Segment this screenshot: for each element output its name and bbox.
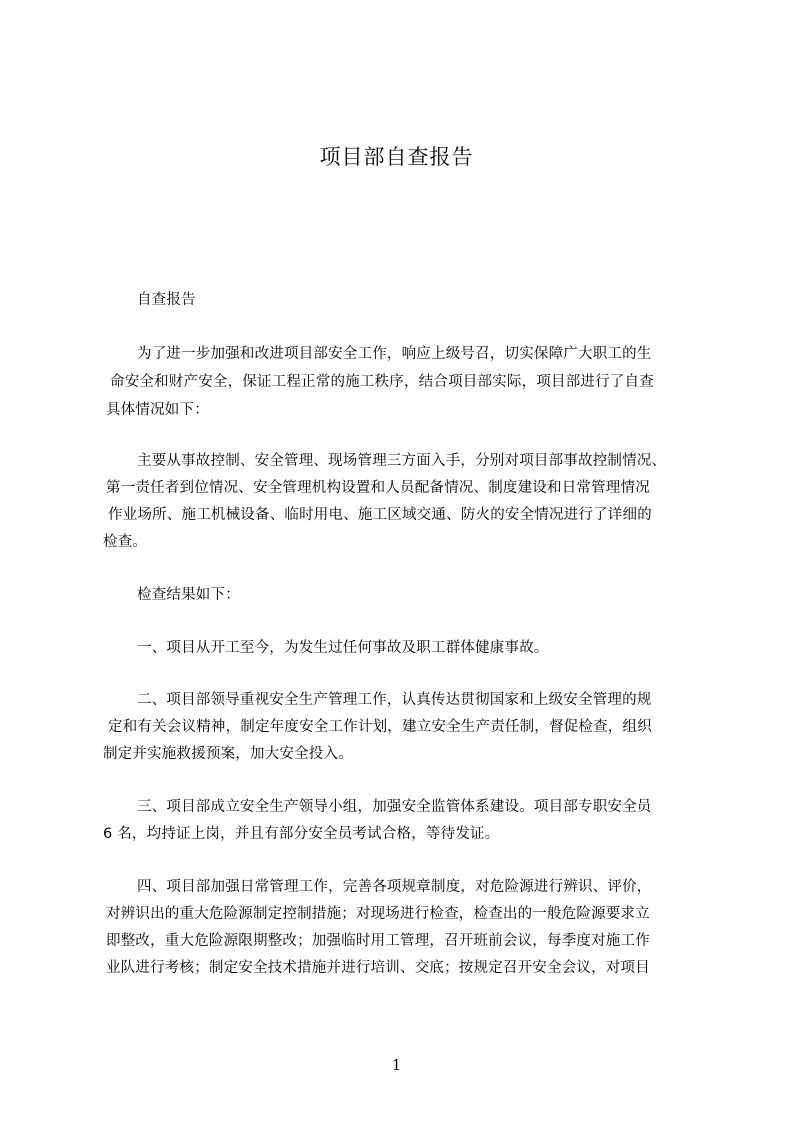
- paragraph-line: 三、项目部成立安全生产领导小组，加强安全监管体系建设。项目部专职安全员: [137, 799, 652, 815]
- paragraph-line: 为了进一步加强和改进项目部安全工作，响应上级号召，切实保障广大职工的生: [137, 346, 652, 362]
- paragraph-line: 二、项目部领导重视安全生产管理工作，认真传达贯彻国家和上级安全管理的规: [137, 692, 652, 708]
- paragraph-line: 第一责任者到位情况、安全管理机构设置和人员配备情况、制度建设和日常管理情况: [106, 480, 650, 496]
- paragraph-line: 具体情况如下：: [106, 402, 209, 418]
- paragraph-line: 主要从事故控制、安全管理、现场管理三方面入手，分别对项目部事故控制情况、: [137, 453, 667, 469]
- section-heading: 自查报告: [137, 292, 196, 308]
- paragraph-line: 业队进行考核；制定安全技术措施并进行培训、交底；按规定召开安全会议，对项目: [106, 960, 650, 976]
- paragraph-line: 即整改，重大危险源限期整改；加强临时用工管理，召开班前会议，每季度对施工作: [106, 933, 650, 949]
- paragraph-line: 命安全和财产安全，保证工程正常的施工秩序，结合项目部实际，项目部进行了自查: [110, 374, 654, 390]
- page-number: 1: [391, 1056, 402, 1074]
- paragraph-line: 定和有关会议精神，制定年度安全工作计划，建立安全生产责任制，督促检查，组织: [108, 719, 652, 735]
- paragraph-line: 6 名，均持证上岗，并且有部分安全员考试合格，等待发证。: [103, 826, 500, 842]
- paragraph-line: 一、项目从开工至今，为发生过任何事故及职工群体健康事故。: [137, 640, 549, 656]
- paragraph-line: 四、项目部加强日常管理工作，完善各项规章制度，对危险源进行辨识、评价，: [137, 879, 652, 895]
- paragraph-line: 作业场所、施工机械设备、临时用电、施工区域交通、防火的安全情况进行了详细的: [108, 507, 652, 523]
- paragraph-line: 对辨识出的重大危险源制定控制措施；对现场进行检查，检查出的一般危险源要求立: [106, 906, 650, 922]
- paragraph-line: 检查结果如下：: [137, 587, 240, 603]
- paragraph-line: 检查。: [103, 534, 148, 550]
- paragraph-line: 制定并实施救援预案，加大安全投入。: [103, 746, 353, 762]
- document-title: 项目部自查报告: [319, 145, 474, 169]
